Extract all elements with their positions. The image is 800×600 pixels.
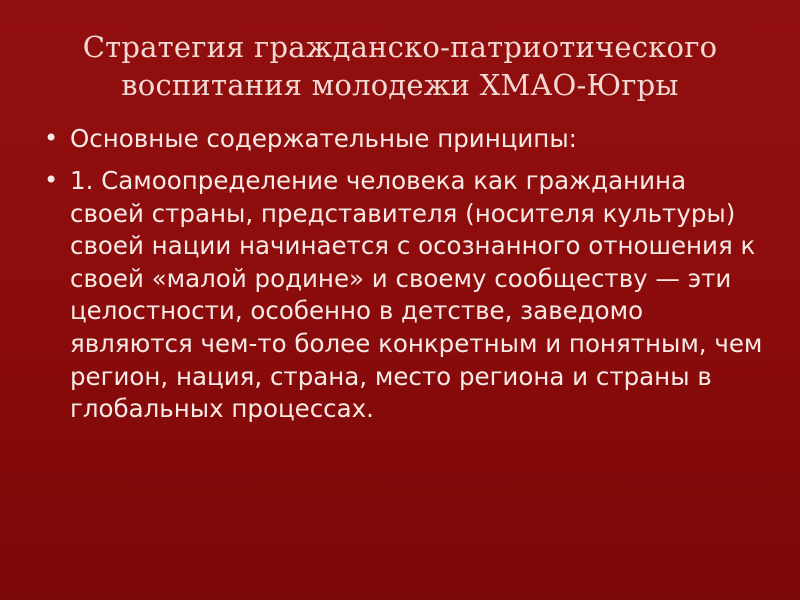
list-item-text: 1. Самоопределение человека как гражданина своей страны, представителя (носителя культуры) своей нации начинается с осознанного отношения к своей «малой родине» и своему сообществу — эти целостности, особенно в детстве, заведомо являются чем-то более конкретным и понятным, чем регион, нация, страна, место региона и страны в глобальных процессах. bbox=[70, 166, 763, 424]
bullet-icon: • bbox=[44, 166, 59, 195]
list-item-text: Основные содержательные принципы: bbox=[70, 123, 577, 153]
bullet-icon: • bbox=[44, 123, 59, 152]
page-title: Стратегия гражданско-патриотического воспитания молодежи ХМАО-Югры bbox=[82, 30, 718, 103]
list-item bbox=[44, 123, 764, 156]
slide-body bbox=[0, 109, 800, 436]
list-item bbox=[44, 165, 764, 426]
